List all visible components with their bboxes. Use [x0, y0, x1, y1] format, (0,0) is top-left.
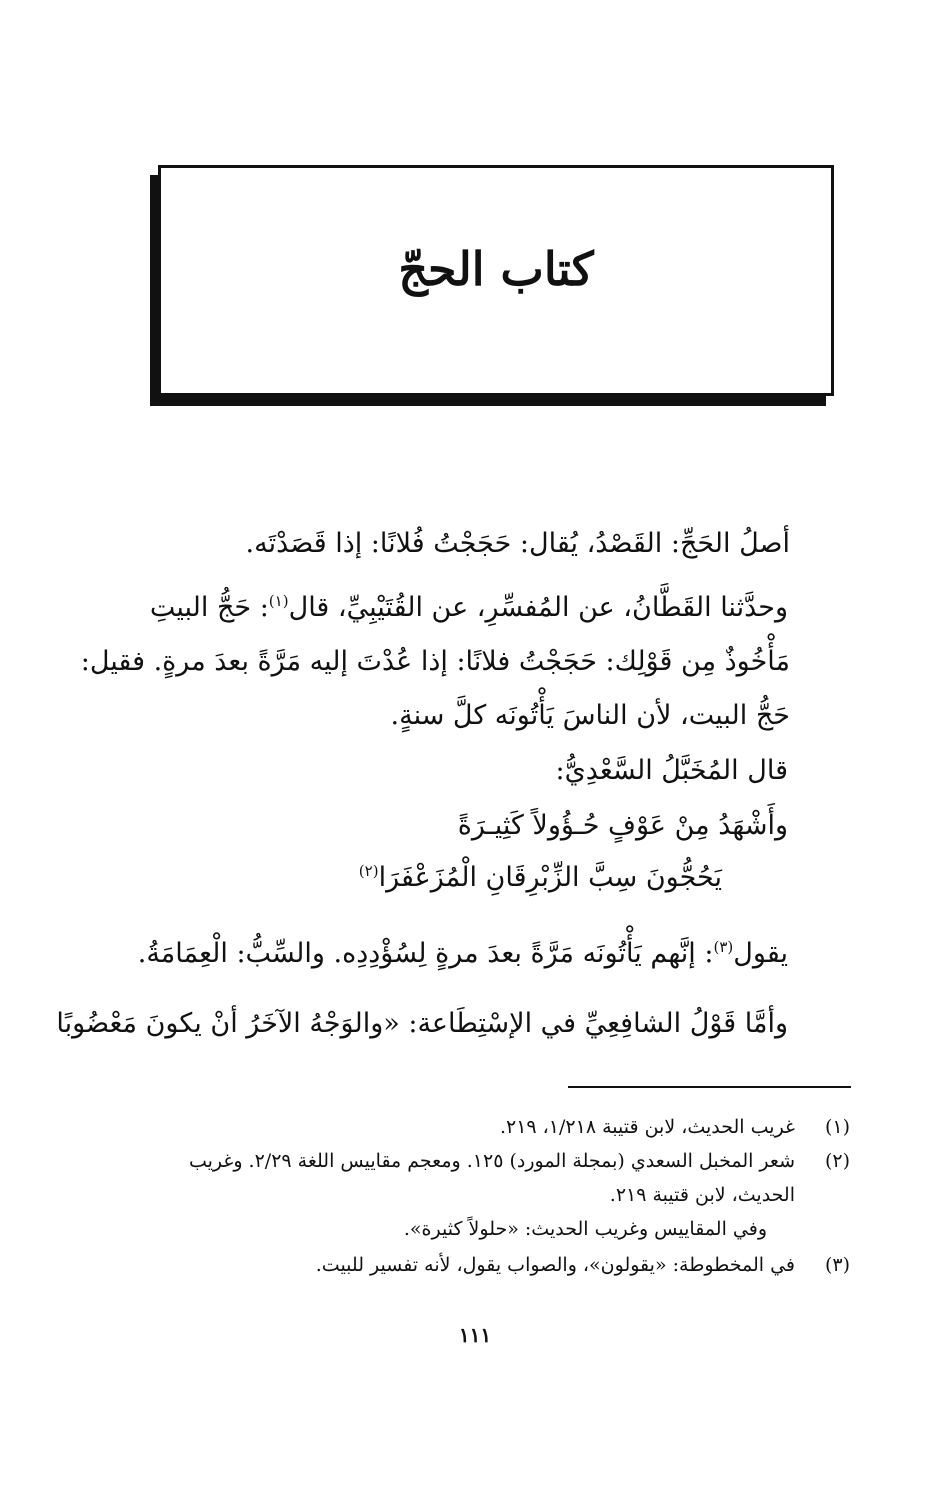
footnote-separator [568, 1086, 851, 1088]
footnote-ref-2[interactable]: (٢) [358, 862, 379, 880]
footnote-1-number: (١) [824, 1116, 850, 1138]
footnote-1-text: غريب الحديث، لابن قتيبة ١/٢١٨، ٢١٩. [499, 1116, 795, 1138]
verse-line-1: وأَشْهَدُ مِنْ عَوْفٍ حُـؤُولاً كَثِيـرَةً [457, 810, 788, 841]
footnote-ref-3[interactable]: (٣) [713, 938, 734, 956]
paragraph-3: قال المُخَبَّلُ السَّعْدِيُّ: [555, 755, 788, 786]
chapter-title-box [158, 165, 834, 396]
paragraph-2-line-2: مَأْخُوذٌ مِن قَوْلِك: حَجَجْتُ فلانًا: إذا عُدْتَ إليه مَرَّةً بعدَ مرةٍ. فقيل: [80, 646, 790, 677]
paragraph-4-b: : إنَّهم يَأْتُونَه مَرَّةً بعدَ مرةٍ لِسُؤْدِدِه. والسِّبُّ: الْعِمَامَةُ. [137, 938, 714, 969]
verse-line-2-text: يَحُجُّونَ سِبَّ الزِّبْرِقَانِ الْمُزَعْفَرَا [378, 862, 722, 893]
paragraph-5: وأمَّا قَوْلُ الشافِعِيِّ في الإسْتِطَاعة: «والوَجْهُ الآخَرُ أنْ يكونَ مَعْضُوبًا [56, 1008, 788, 1039]
footnote-2-text: شعر المخبل السعدي (بمجلة المورد) ١٢٥. ومعجم مقاييس اللغة ٢/٢٩. وغريب [188, 1150, 795, 1172]
footnote-3-text: في المخطوطة: «يقولون»، والصواب يقول، لأنه تفسير للبيت. [315, 1254, 795, 1276]
page-number: ١١١ [458, 1323, 492, 1347]
footnote-3-number: (٣) [824, 1254, 850, 1276]
paragraph-2-line-1-a: وحدَّثنا القَطَّانُ، عن المُفسِّرِ، عن القُتَيْبِيِّ، قال [288, 592, 788, 623]
footnote-2-number: (٢) [824, 1150, 850, 1172]
chapter-title: كتاب الحجّ [398, 242, 594, 296]
verse-line-2 [359, 862, 722, 893]
paragraph-4 [138, 938, 788, 969]
paragraph-2-line-1 [150, 592, 788, 623]
footnote-ref-1[interactable]: (١) [268, 592, 289, 610]
footnote-2-continuation: الحديث، لابن قتيبة ٢١٩. [609, 1184, 795, 1206]
footnote-2-note: وفي المقاييس وغريب الحديث: «حلولاً كثيرة». [403, 1218, 767, 1240]
paragraph-1: أصلُ الحَجِّ: القَصْدُ، يُقال: حَجَجْتُ فُلانًا: إذا قَصَدْتَه. [245, 528, 790, 559]
paragraph-2-line-1-b: : حَجُّ البيتِ [149, 592, 269, 623]
paragraph-4-a: يقول [733, 938, 788, 969]
paragraph-2-line-3: حَجُّ البيت، لأن الناسَ يَأْتُونَه كلَّ سنةٍ. [390, 700, 790, 731]
